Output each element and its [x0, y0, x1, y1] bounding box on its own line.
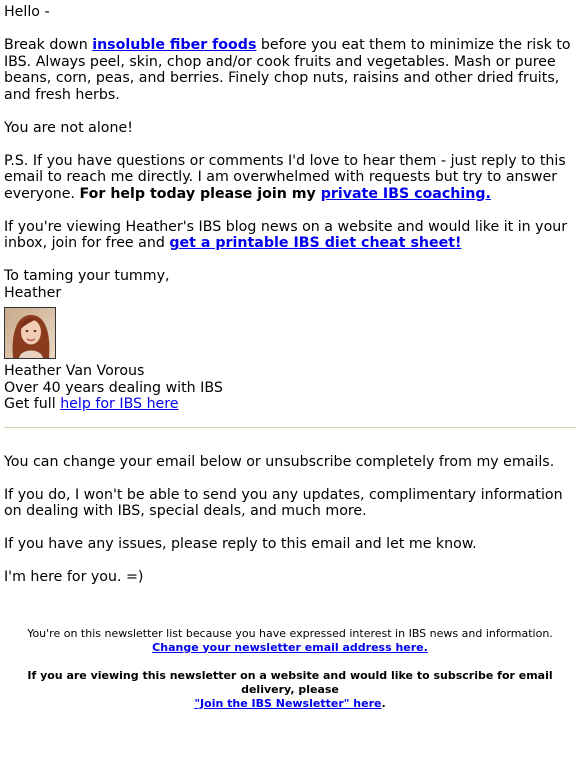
updates-warning: If you do, I won't be able to send you any updates, complimentary information on dealing with IBS, special deals, and much more. [4, 486, 563, 519]
footer-subscribe: If you are viewing this newsletter on a website and would like to subscribe for email delivery, please "Join the IBS Newsletter" here. [27, 668, 553, 710]
avatar [4, 307, 56, 359]
change-email-link[interactable]: Change your newsletter email address here. [152, 640, 428, 654]
insoluble-fiber-foods-link[interactable]: insoluble fiber foods [92, 37, 257, 53]
here-for-you: I'm here for you. =) [4, 569, 144, 585]
issues-note: If you have any issues, please reply to this email and let me know. [4, 536, 477, 552]
private-ibs-coaching-link[interactable]: private IBS coaching. [320, 185, 491, 202]
not-alone-paragraph: You are not alone! [4, 119, 133, 136]
signup-paragraph: If you're viewing Heather's IBS blog news on a website and would like it in your inbox, join for free and get a printable IBS diet cheat sheet! [4, 218, 568, 251]
signature-block [4, 363, 576, 413]
greeting: Hello - [4, 4, 50, 20]
ps-paragraph: P.S. If you have questions or comments I'd love to hear them - just reply to this email to reach me directly. I am overwhelmed with requests but try to answer everyone. For help today please join my private IBS coaching. [4, 152, 566, 202]
footer [4, 627, 576, 711]
signature-tagline: Over 40 years dealing with IBS [4, 379, 223, 396]
fiber-tip-paragraph: Break down insoluble fiber foods before you eat them to minimize the risk to IBS. Always peel, skin, chop and/or cook fruits and vegetables. Mash or puree beans, corn, peas, and berries. Finely chop nuts, raisins and other dried fruits, and fresh herbs. [4, 37, 571, 103]
divider [4, 427, 576, 428]
help-for-ibs-link[interactable]: help for IBS here [60, 396, 179, 412]
footer-list-reason: You're on this newsletter list because you have expressed interest in IBS news and information. Change your newsletter email address here. [27, 626, 553, 654]
ibs-diet-cheat-sheet-link[interactable]: get a printable IBS diet cheat sheet! [169, 235, 462, 251]
signature-help: Get full help for IBS here [4, 396, 179, 412]
unsubscribe-info: You can change your email below or unsubscribe completely from my emails. [4, 453, 555, 470]
join-newsletter-link[interactable]: "Join the IBS Newsletter" here [194, 696, 382, 710]
signature-name: Heather Van Vorous [4, 363, 145, 379]
closing: To taming your tummy, Heather [4, 268, 170, 301]
